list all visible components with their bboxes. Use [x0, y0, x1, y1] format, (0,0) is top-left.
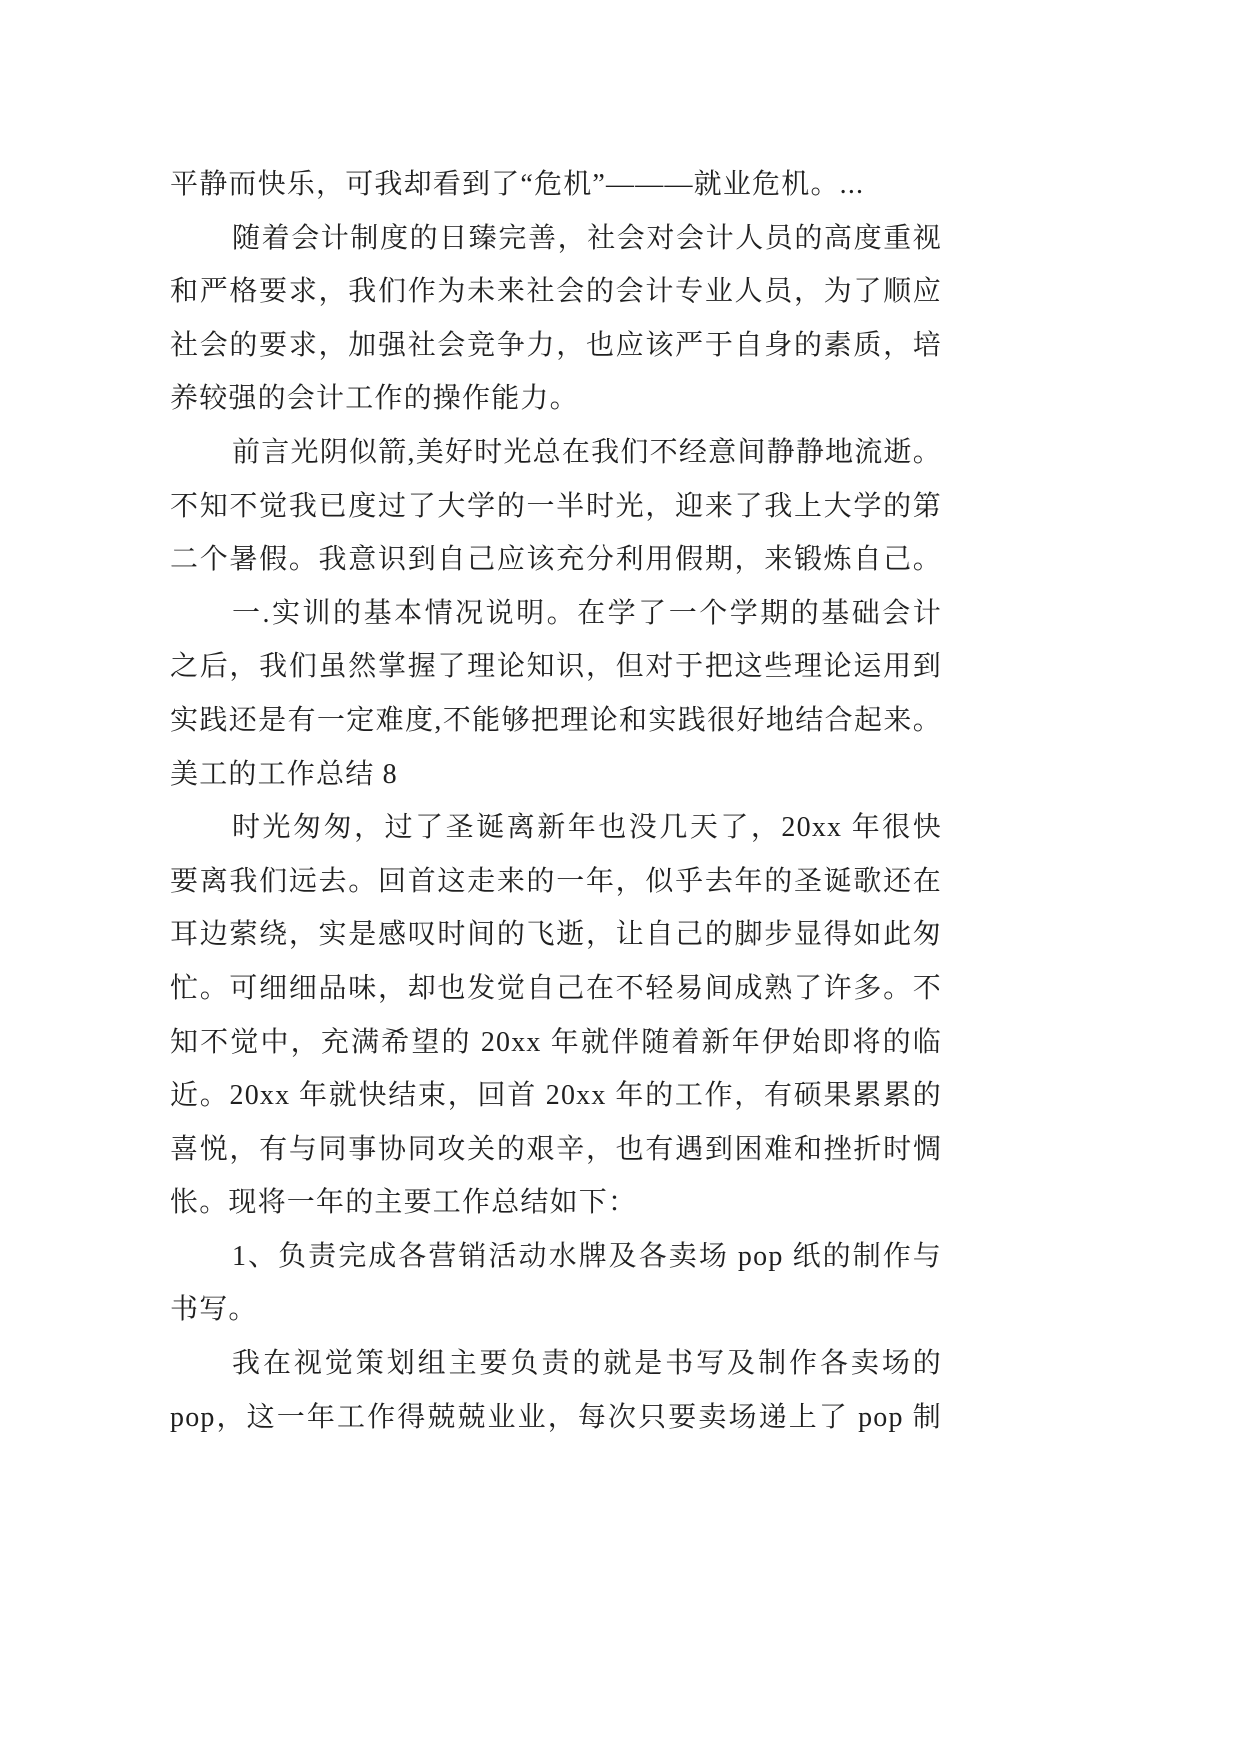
text-line: 我在视觉策划组主要负责的就是书写及制作各卖场的: [232, 1348, 942, 1380]
paragraph: [170, 1337, 942, 1444]
text-line: 1、负责完成各营销活动水牌及各卖场 pop 纸的制作与: [232, 1240, 942, 1272]
paragraph: [170, 801, 942, 1230]
text-line: 书写。: [170, 1294, 258, 1326]
paragraph: [170, 1230, 942, 1337]
text-line: 养较强的会计工作的操作能力。: [170, 383, 579, 415]
text-line: 一.实训的基本情况说明。在学了一个学期的基础会计: [232, 597, 942, 629]
text-line: 时光匆匆，过了圣诞离新年也没几天了，20xx 年很快: [232, 812, 942, 844]
section-heading: 美工的工作总结 8: [170, 758, 398, 790]
text-line: 不知不觉我已度过了大学的一半时光，迎来了我上大学的第: [170, 490, 942, 522]
text-line: 二个暑假。我意识到自己应该充分利用假期，来锻炼自己。: [170, 544, 942, 576]
text-line: 要离我们远去。回首这走来的一年，似乎去年的圣诞歌还在: [170, 865, 942, 897]
text-line: 实践还是有一定难度,不能够把理论和实践很好地结合起来。: [170, 704, 942, 736]
text-line: 忙。可细细品味，却也发觉自己在不轻易间成熟了许多。不: [170, 972, 942, 1004]
paragraph: [170, 212, 942, 426]
paragraph: [170, 158, 942, 212]
text-line: 近。20xx 年就快结束，回首 20xx 年的工作，有硕果累累的: [170, 1080, 942, 1112]
text-line: 随着会计制度的日臻完善，社会对会计人员的高度重视: [232, 222, 942, 254]
text-line: 平静而快乐，可我却看到了“危机”———就业危机。...: [170, 169, 865, 200]
text-line: 怅。现将一年的主要工作总结如下：: [170, 1187, 638, 1219]
paragraph: [170, 426, 942, 587]
text-line: 喜悦，有与同事协同攻关的艰辛，也有遇到困难和挫折时惆: [170, 1133, 942, 1165]
document-body: [170, 158, 942, 1444]
text-line: 知不觉中，充满希望的 20xx 年就伴随着新年伊始即将的临: [170, 1026, 942, 1058]
text-line: 耳边萦绕，实是感叹时间的飞逝，让自己的脚步显得如此匆: [170, 919, 942, 951]
text-line: 社会的要求，加强社会竞争力，也应该严于自身的素质，培: [170, 329, 942, 361]
text-line: 前言光阴似箭,美好时光总在我们不经意间静静地流逝。: [232, 436, 942, 468]
text-line: pop，这一年工作得兢兢业业，每次只要卖场递上了 pop 制: [170, 1401, 942, 1433]
text-line: 之后，我们虽然掌握了理论知识，但对于把这些理论运用到: [170, 651, 942, 683]
text-line: 和严格要求，我们作为未来社会的会计专业人员，为了顺应: [170, 276, 942, 308]
paragraph: [170, 587, 942, 748]
